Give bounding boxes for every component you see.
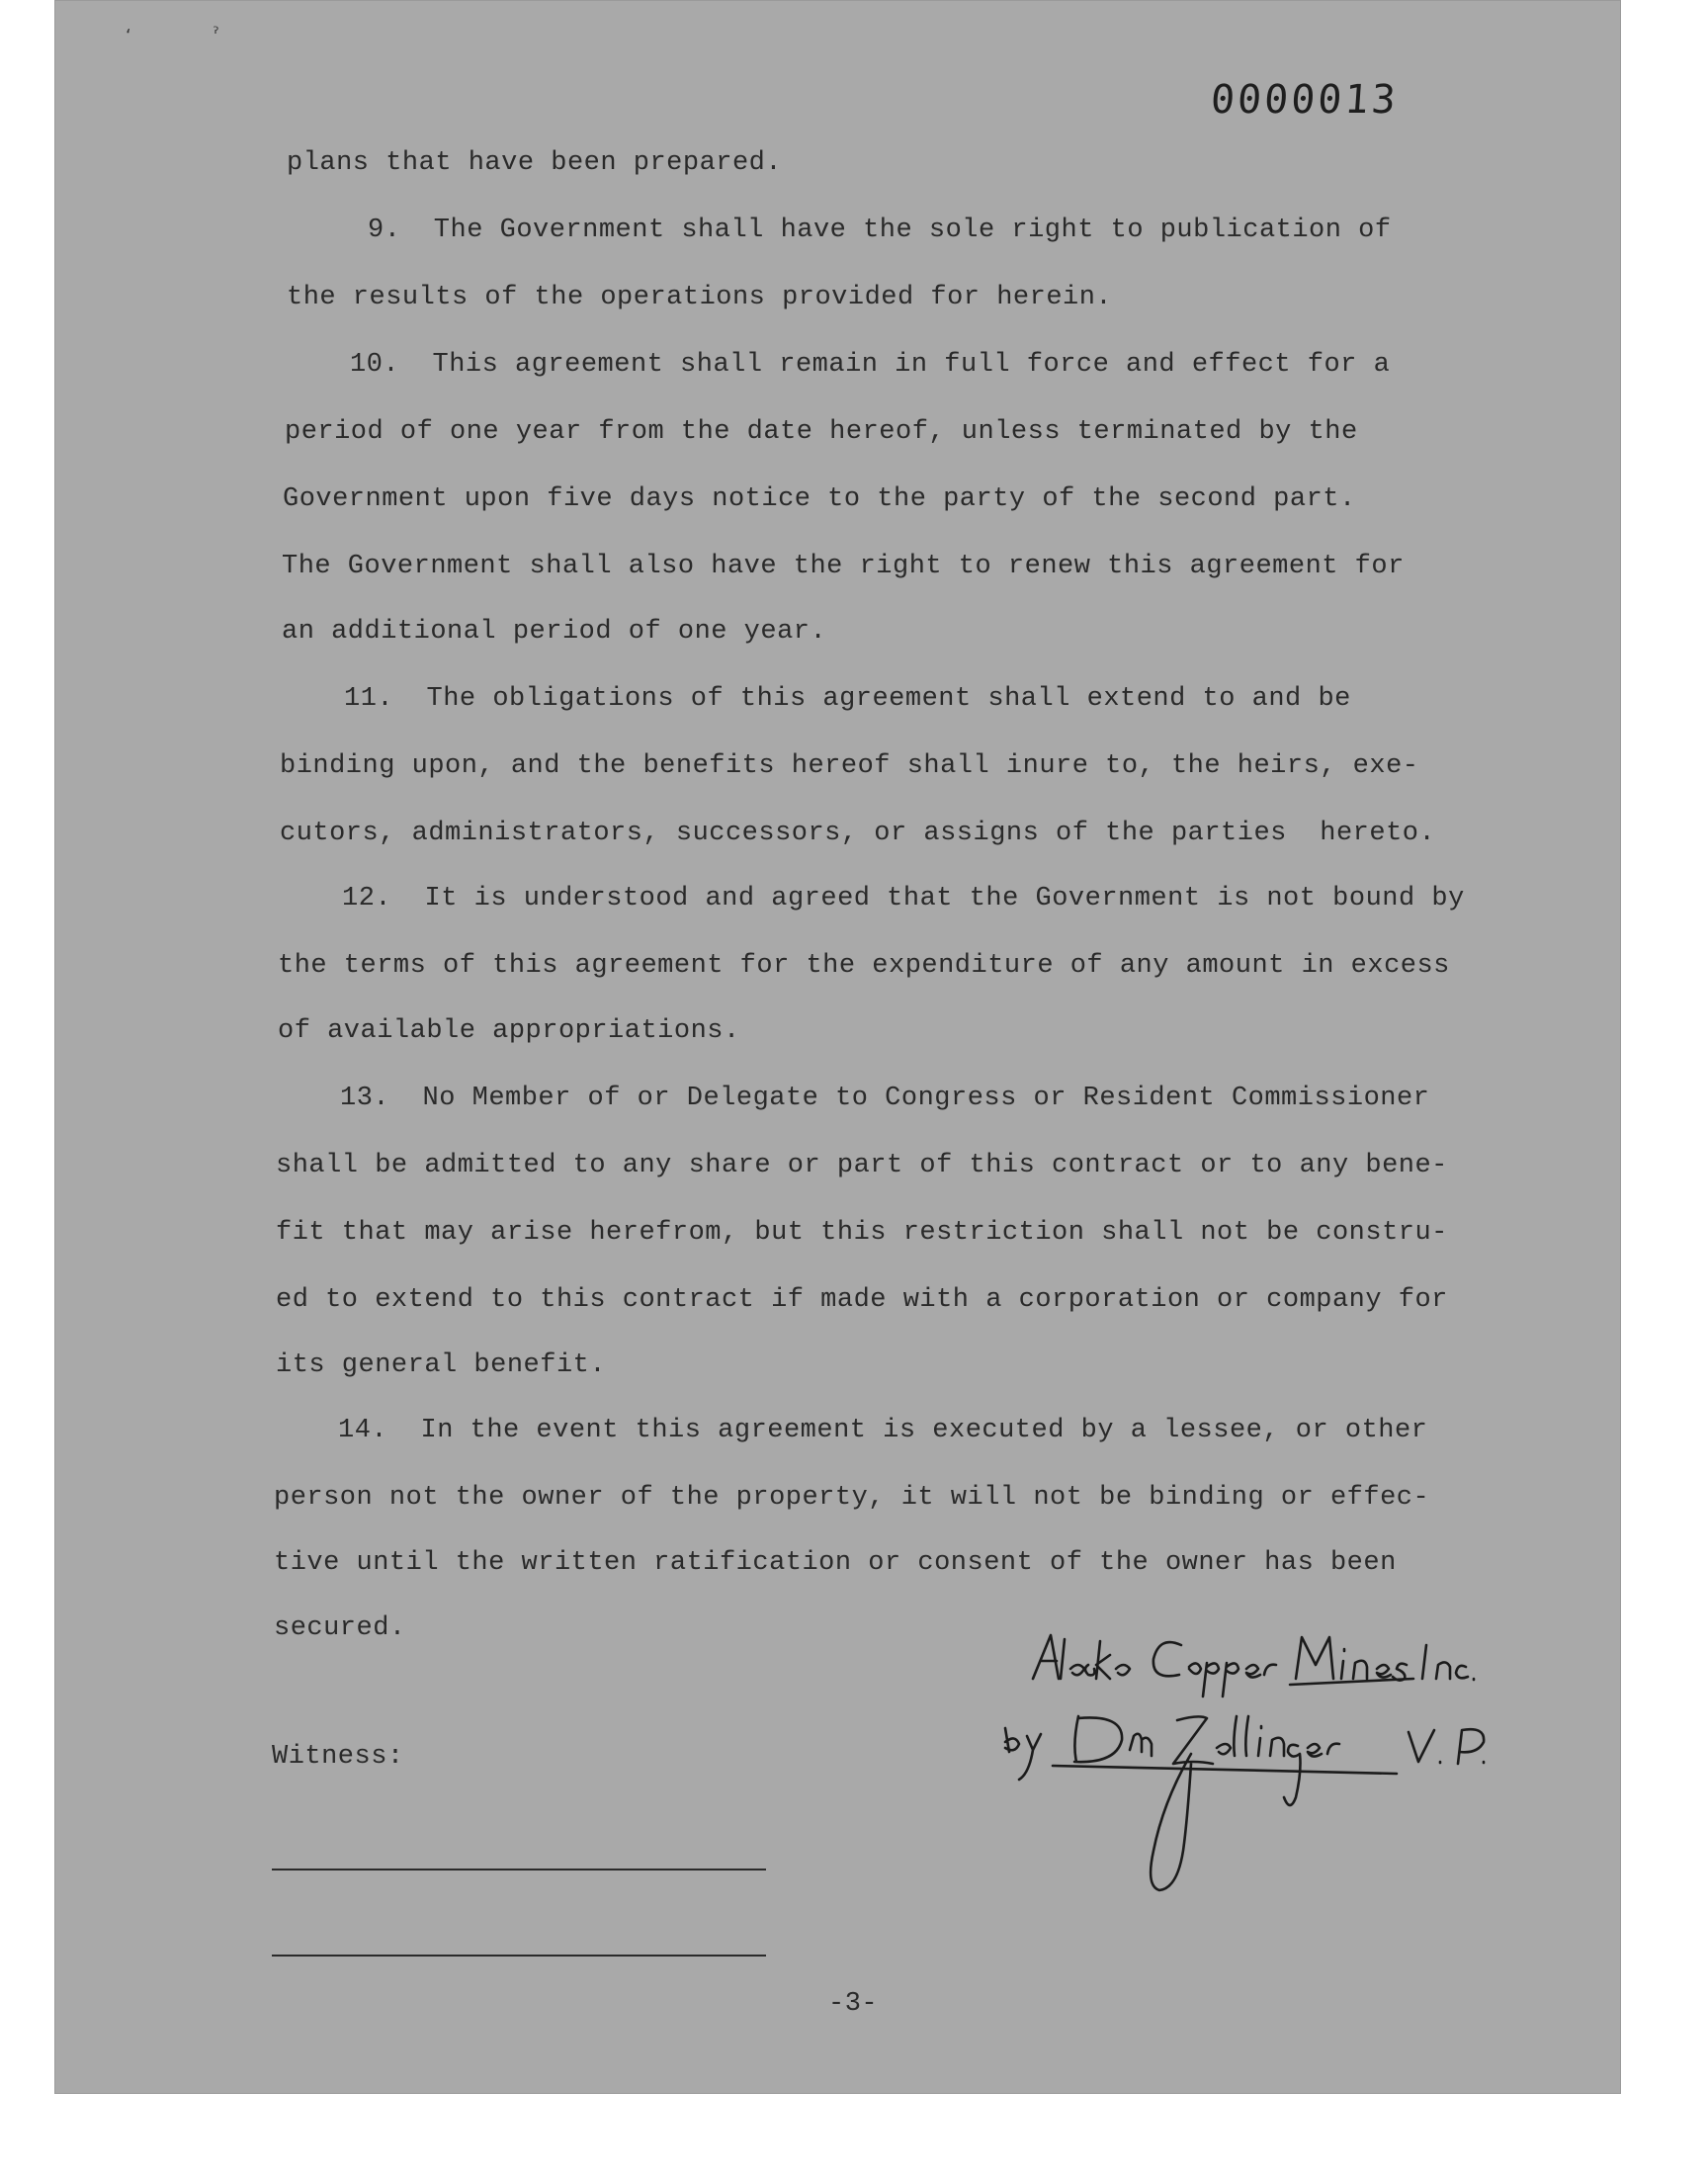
- handwritten-signature: [993, 1621, 1547, 1918]
- body-line-13: the terms of this agreement for the expenditure of any amount in excess: [278, 951, 1450, 981]
- witness-signature-line-2: [272, 1955, 766, 1957]
- body-line-10: binding upon, and the benefits hereof shall inure to, the heirs, exe-: [280, 751, 1419, 781]
- body-line-8: an additional period of one year.: [282, 617, 827, 647]
- body-line-21: person not the owner of the property, it will not be binding or effec-: [274, 1483, 1430, 1513]
- body-line-2: 9. The Government shall have the sole right to publication of: [368, 216, 1392, 245]
- body-line-14: of available appropriations.: [278, 1016, 740, 1046]
- witness-label: Witness:: [272, 1742, 404, 1772]
- body-line-20: 14. In the event this agreement is executed by a lessee, or other: [338, 1416, 1428, 1445]
- body-line-19: its general benefit.: [276, 1350, 607, 1380]
- page-number: -3-: [828, 1989, 879, 2019]
- body-line-9: 11. The obligations of this agreement shall extend to and be: [344, 684, 1351, 714]
- body-line-4: 10. This agreement shall remain in full force and effect for a: [350, 350, 1391, 380]
- body-line-1: plans that have been prepared.: [287, 148, 783, 178]
- document-number: 0000013: [1209, 77, 1401, 123]
- scan-speck: ‘: [126, 26, 131, 46]
- body-line-23: secured.: [274, 1613, 406, 1643]
- scan-speck: ˀ: [213, 24, 219, 44]
- body-line-3: the results of the operations provided for herein.: [287, 283, 1113, 312]
- body-line-17: fit that may arise herefrom, but this restriction shall not be constru-: [276, 1218, 1448, 1248]
- body-line-5: period of one year from the date hereof, unless terminated by the: [285, 417, 1358, 447]
- body-line-7: The Government shall also have the right to renew this agreement for: [282, 552, 1405, 581]
- body-line-11: cutors, administrators, successors, or assigns of the parties hereto.: [280, 819, 1436, 848]
- body-line-16: shall be admitted to any share or part of this contract or to any bene-: [276, 1151, 1448, 1180]
- body-line-22: tive until the written ratification or consent of the owner has been: [274, 1548, 1397, 1578]
- witness-signature-line-1: [272, 1869, 766, 1870]
- body-line-18: ed to extend to this contract if made with a corporation or company for: [276, 1285, 1448, 1315]
- body-line-12: 12. It is understood and agreed that the Government is not bound by: [342, 884, 1465, 914]
- body-line-15: 13. No Member of or Delegate to Congress or Resident Commissioner: [340, 1084, 1430, 1113]
- body-line-6: Government upon five days notice to the party of the second part.: [283, 484, 1356, 514]
